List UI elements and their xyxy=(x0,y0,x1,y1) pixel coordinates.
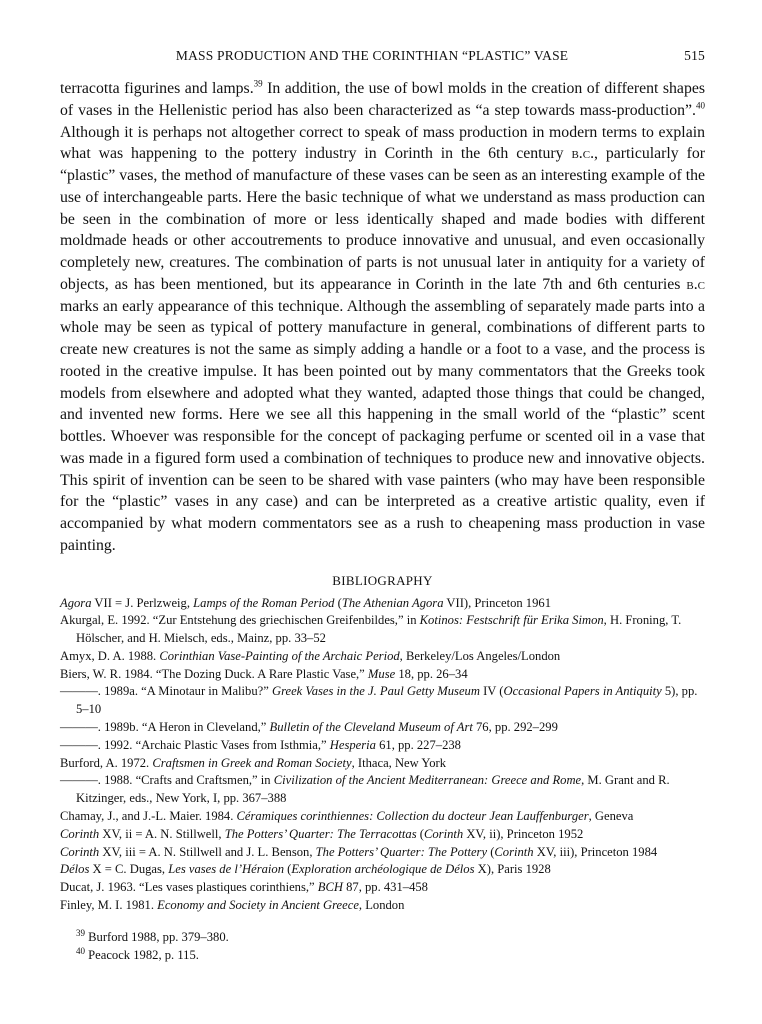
text-run: terracotta figurines and lamps. xyxy=(60,80,254,97)
text-run: In addition, the use of bowl molds in the creation of different shapes of vases in the Hellenistic period has also been characterized as “a step towards mass-production”. xyxy=(60,80,706,119)
bib-text-run: Civilization of the Ancient Mediterranean: Greece and Rome xyxy=(273,773,582,788)
bib-text-run: Corinth xyxy=(423,826,464,841)
bib-text-run: Chamay, J., and J.-L. Maier. 1984. xyxy=(60,809,237,824)
bibliography-entry xyxy=(60,719,705,737)
footnote-number: 40 xyxy=(76,945,85,956)
bib-text-run: , Ithaca, New York xyxy=(351,755,447,770)
running-header xyxy=(60,48,705,64)
running-title: MASS PRODUCTION AND THE CORINTHIAN “PLASTIC” VASE xyxy=(175,48,569,63)
bibliography-entry xyxy=(60,683,705,719)
footnote-number: 39 xyxy=(76,927,85,938)
bibliography-entry xyxy=(60,612,705,648)
bib-text-run: ———. 1989b. “A Heron in Cleveland,” xyxy=(60,720,270,735)
bib-text-run: 61, pp. 227–238 xyxy=(375,737,461,752)
footnote-ref-40[interactable]: 40 xyxy=(696,100,705,111)
bib-text-run: Céramiques corinthiennes: Collection du docteur Jean Lauffenburger xyxy=(236,809,589,824)
bib-text-run: ———. 1992. “Archaic Plastic Vases from Isthmia,” xyxy=(60,737,330,752)
page-number: 515 xyxy=(684,48,705,63)
bib-text-run: X), Paris 1928 xyxy=(474,862,551,877)
bib-text-run: Ducat, J. 1963. “Les vases plastiques corinthiens,” xyxy=(60,880,318,895)
bib-text-run: The Potters’ Quarter: The Terracottas xyxy=(224,826,417,841)
bib-text-run: Bulletin of the Cleveland Museum of Art xyxy=(269,720,473,735)
bib-text-run: ( xyxy=(487,844,495,859)
bibliography-entry xyxy=(60,861,705,879)
bibliography-heading: BIBLIOGRAPHY xyxy=(332,572,433,588)
bibliography-entry xyxy=(60,897,705,915)
bib-text-run: VII), Princeton 1961 xyxy=(443,595,551,610)
bib-text-run: , London xyxy=(358,898,405,913)
bib-text-run: ( xyxy=(284,862,292,877)
bib-text-run: Akurgal, E. 1992. “Zur Entstehung des griechischen Greifenbildes,” in xyxy=(60,613,420,628)
footnote xyxy=(60,929,705,947)
bib-text-run: , H. Froning, T. Hölscher, and H. Mielsch, eds., Mainz, pp. 33–52 xyxy=(76,613,682,646)
bib-text-run: 87, pp. 431–458 xyxy=(342,880,428,895)
bib-text-run: XV, iii), Princeton 1984 xyxy=(533,844,658,859)
bib-text-run: , M. Grant and R. Kitzinger, eds., New York, I, pp. 367–388 xyxy=(76,773,670,806)
bib-text-run: Finley, M. I. 1981. xyxy=(60,898,158,913)
bib-text-run: Muse xyxy=(367,666,396,681)
bibliography-entry xyxy=(60,772,705,808)
page xyxy=(60,48,705,964)
text-run: Although it is perhaps not altogether correct to speak of mass production in modern terms to explain what was happening to the pottery industry in Corinth in the 6th century xyxy=(60,123,705,163)
bib-text-run: , Geneva xyxy=(588,809,634,824)
text-run: , particularly for “plastic” vases, the method of manufacture of these vases can be seen as an interesting example of the use of interchangeable parts. Here the basic technique of what we understand as mass production can be seen in the combination of more or less identically shaped and made bodies with different moldmade heads or other accoutrements to produce innovative and unusual, and even occasionally completely new, creatures. The combination of parts is not unusual later in antiquity for a variety of objects, as has been mentioned, but its appearance in Corinth in the late 7th and 6th centuries xyxy=(60,145,705,293)
era-abbrev: b.c xyxy=(686,275,705,293)
footnote-ref-39[interactable]: 39 xyxy=(253,78,263,89)
bib-text-run: ( xyxy=(334,595,342,610)
footnote-text: Peacock 1982, p. 115. xyxy=(85,947,199,962)
bibliography-entry xyxy=(60,755,705,773)
bib-text-run: 5), pp. 5–10 xyxy=(76,684,698,717)
bibliography-entry xyxy=(60,648,705,666)
text-run: marks an early appearance of this technique. Although the assembling of separately made parts into a whole may be seen as typical of pottery manufacture in general, combinations of different parts to create new creatures is not the same as simply adding a handle or a foot to a vase, and the process is rooted in the creative impulse. It has been pointed out by many commentators that the Greeks took models from elsewhere and adopted what they wanted, adapted those things that could be changed, and invented new forms. Here we see all this happening in the small world of the “plastic” scent bottles. Whoever was responsible for the concept of packaging perfume or scented oil in a vase that was made in a figured form used a combination of techniques to produce new and innovative objects. This spirit of invention can be seen to be shared with vase painters (who may have been responsible for the “plastic” vases in any case) and can be interpreted as a creative artistic quality, even if accompanied by what modern commentators see as a rush to cheapening mass production in vase painting. xyxy=(60,297,705,554)
bib-text-run: Craftsmen in Greek and Roman Society xyxy=(152,755,352,770)
bib-text-run: BCH xyxy=(317,880,343,895)
bib-text-run: Corinth xyxy=(494,844,534,859)
body-text xyxy=(60,78,705,557)
bib-text-run: Biers, W. R. 1984. “The Dozing Duck. A Rare Plastic Vase,” xyxy=(60,666,368,681)
bib-text-run: Burford, A. 1972. xyxy=(60,755,153,770)
bib-text-run: XV, iii = A. N. Stillwell and J. L. Benson, xyxy=(99,844,316,859)
era-abbrev: b.c. xyxy=(571,145,595,163)
bib-text-run: Les vases de l’Héraion xyxy=(168,862,284,877)
bib-text-run: Hesperia xyxy=(329,737,376,752)
bib-text-run: ———. 1988. “Crafts and Craftsmen,” in xyxy=(60,773,274,788)
bib-text-run: Lamps of the Roman Period xyxy=(193,595,335,610)
bib-text-run: ( xyxy=(416,826,424,841)
bib-text-run: Economy and Society in Ancient Greece xyxy=(157,898,359,913)
bibliography-list xyxy=(60,595,705,915)
bibliography-entry xyxy=(60,808,705,826)
bib-text-run: , Berkeley/Los Angeles/London xyxy=(399,648,561,663)
body-paragraph xyxy=(60,78,705,557)
bibliography-entry xyxy=(60,666,705,684)
bibliography-entry xyxy=(60,737,705,755)
bib-text-run: Délos xyxy=(60,862,90,877)
bib-text-run: Occasional Papers in Antiquity xyxy=(503,684,662,699)
bib-text-run: Exploration archéologique de Délos xyxy=(291,862,475,877)
footnotes xyxy=(60,929,705,965)
bib-text-run: 18, pp. 26–34 xyxy=(395,666,468,681)
bibliography-entry xyxy=(60,595,705,613)
bib-text-run: Agora xyxy=(60,595,92,610)
bibliography-entry xyxy=(60,879,705,897)
bib-text-run: X = C. Dugas, xyxy=(89,862,169,877)
bib-text-run: XV, ii = A. N. Stillwell, xyxy=(99,826,225,841)
footnote xyxy=(60,947,705,965)
bib-text-run: Corinth xyxy=(60,844,100,859)
bib-text-run: Greek Vases in the J. Paul Getty Museum xyxy=(271,684,480,699)
bib-text-run: Kotinos: Festschrift für Erika Simon xyxy=(419,613,604,628)
bib-text-run: 76, pp. 292–299 xyxy=(472,720,558,735)
bib-text-run: The Potters’ Quarter: The Pottery xyxy=(315,844,488,859)
bib-text-run: IV ( xyxy=(479,684,504,699)
bib-text-run: ———. 1989a. “A Minotaur in Malibu?” xyxy=(60,684,272,699)
bib-text-run: Corinthian Vase-Painting of the Archaic Period xyxy=(159,648,400,663)
bibliography-entry xyxy=(60,826,705,844)
bib-text-run: The Athenian Agora xyxy=(341,595,444,610)
bib-text-run: Amyx, D. A. 1988. xyxy=(60,648,160,663)
footnote-text: Burford 1988, pp. 379–380. xyxy=(85,929,229,944)
bib-text-run: VII = J. Perlzweig, xyxy=(91,595,194,610)
bib-text-run: Corinth xyxy=(60,826,100,841)
bibliography-entry xyxy=(60,844,705,862)
bib-text-run: XV, ii), Princeton 1952 xyxy=(463,826,584,841)
